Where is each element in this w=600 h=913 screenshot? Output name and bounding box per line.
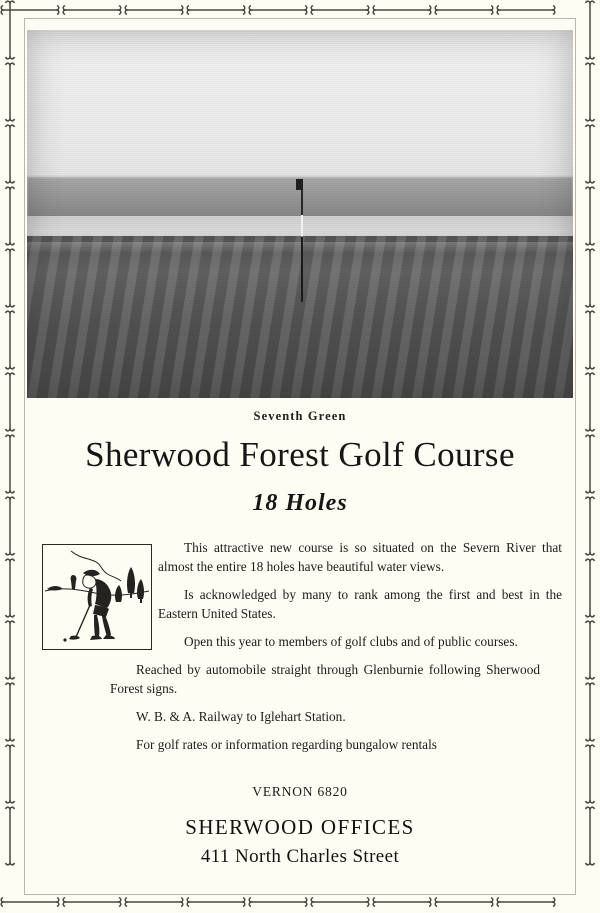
paragraph-4: Reached by automobile straight through Glenburnie following Sherwood Forest signs. — [110, 662, 540, 696]
page-title: Sherwood Forest Golf Course — [85, 435, 515, 474]
paragraph-3: Open this year to members of golf clubs and of public courses. — [184, 634, 518, 649]
border-top — [0, 0, 600, 20]
office-name: SHERWOOD OFFICES — [185, 815, 415, 839]
photo-caption: Seventh Green — [253, 409, 347, 423]
golf-course-photograph — [27, 30, 573, 398]
paragraph-6: For golf rates or information regarding bungalow rentals — [136, 737, 437, 752]
border-bottom — [0, 891, 600, 913]
photograph-frame — [27, 30, 573, 398]
paragraph-5: W. B. & A. Railway to Iglehart Station. — [136, 709, 346, 724]
body-copy — [110, 538, 562, 763]
page-subtitle: 18 Holes — [252, 490, 348, 516]
photo-vignetting — [27, 30, 573, 398]
paragraph-2: Is acknowledged by many to rank among the first and best in the Eastern United States. — [158, 587, 562, 621]
paragraph-1: This attractive new course is so situated on the Severn River that almost the entire 18 holes have beautiful water views. — [158, 540, 562, 574]
street-address: 411 North Charles Street — [200, 846, 400, 867]
telephone-number: VERNON 6820 — [252, 784, 348, 799]
